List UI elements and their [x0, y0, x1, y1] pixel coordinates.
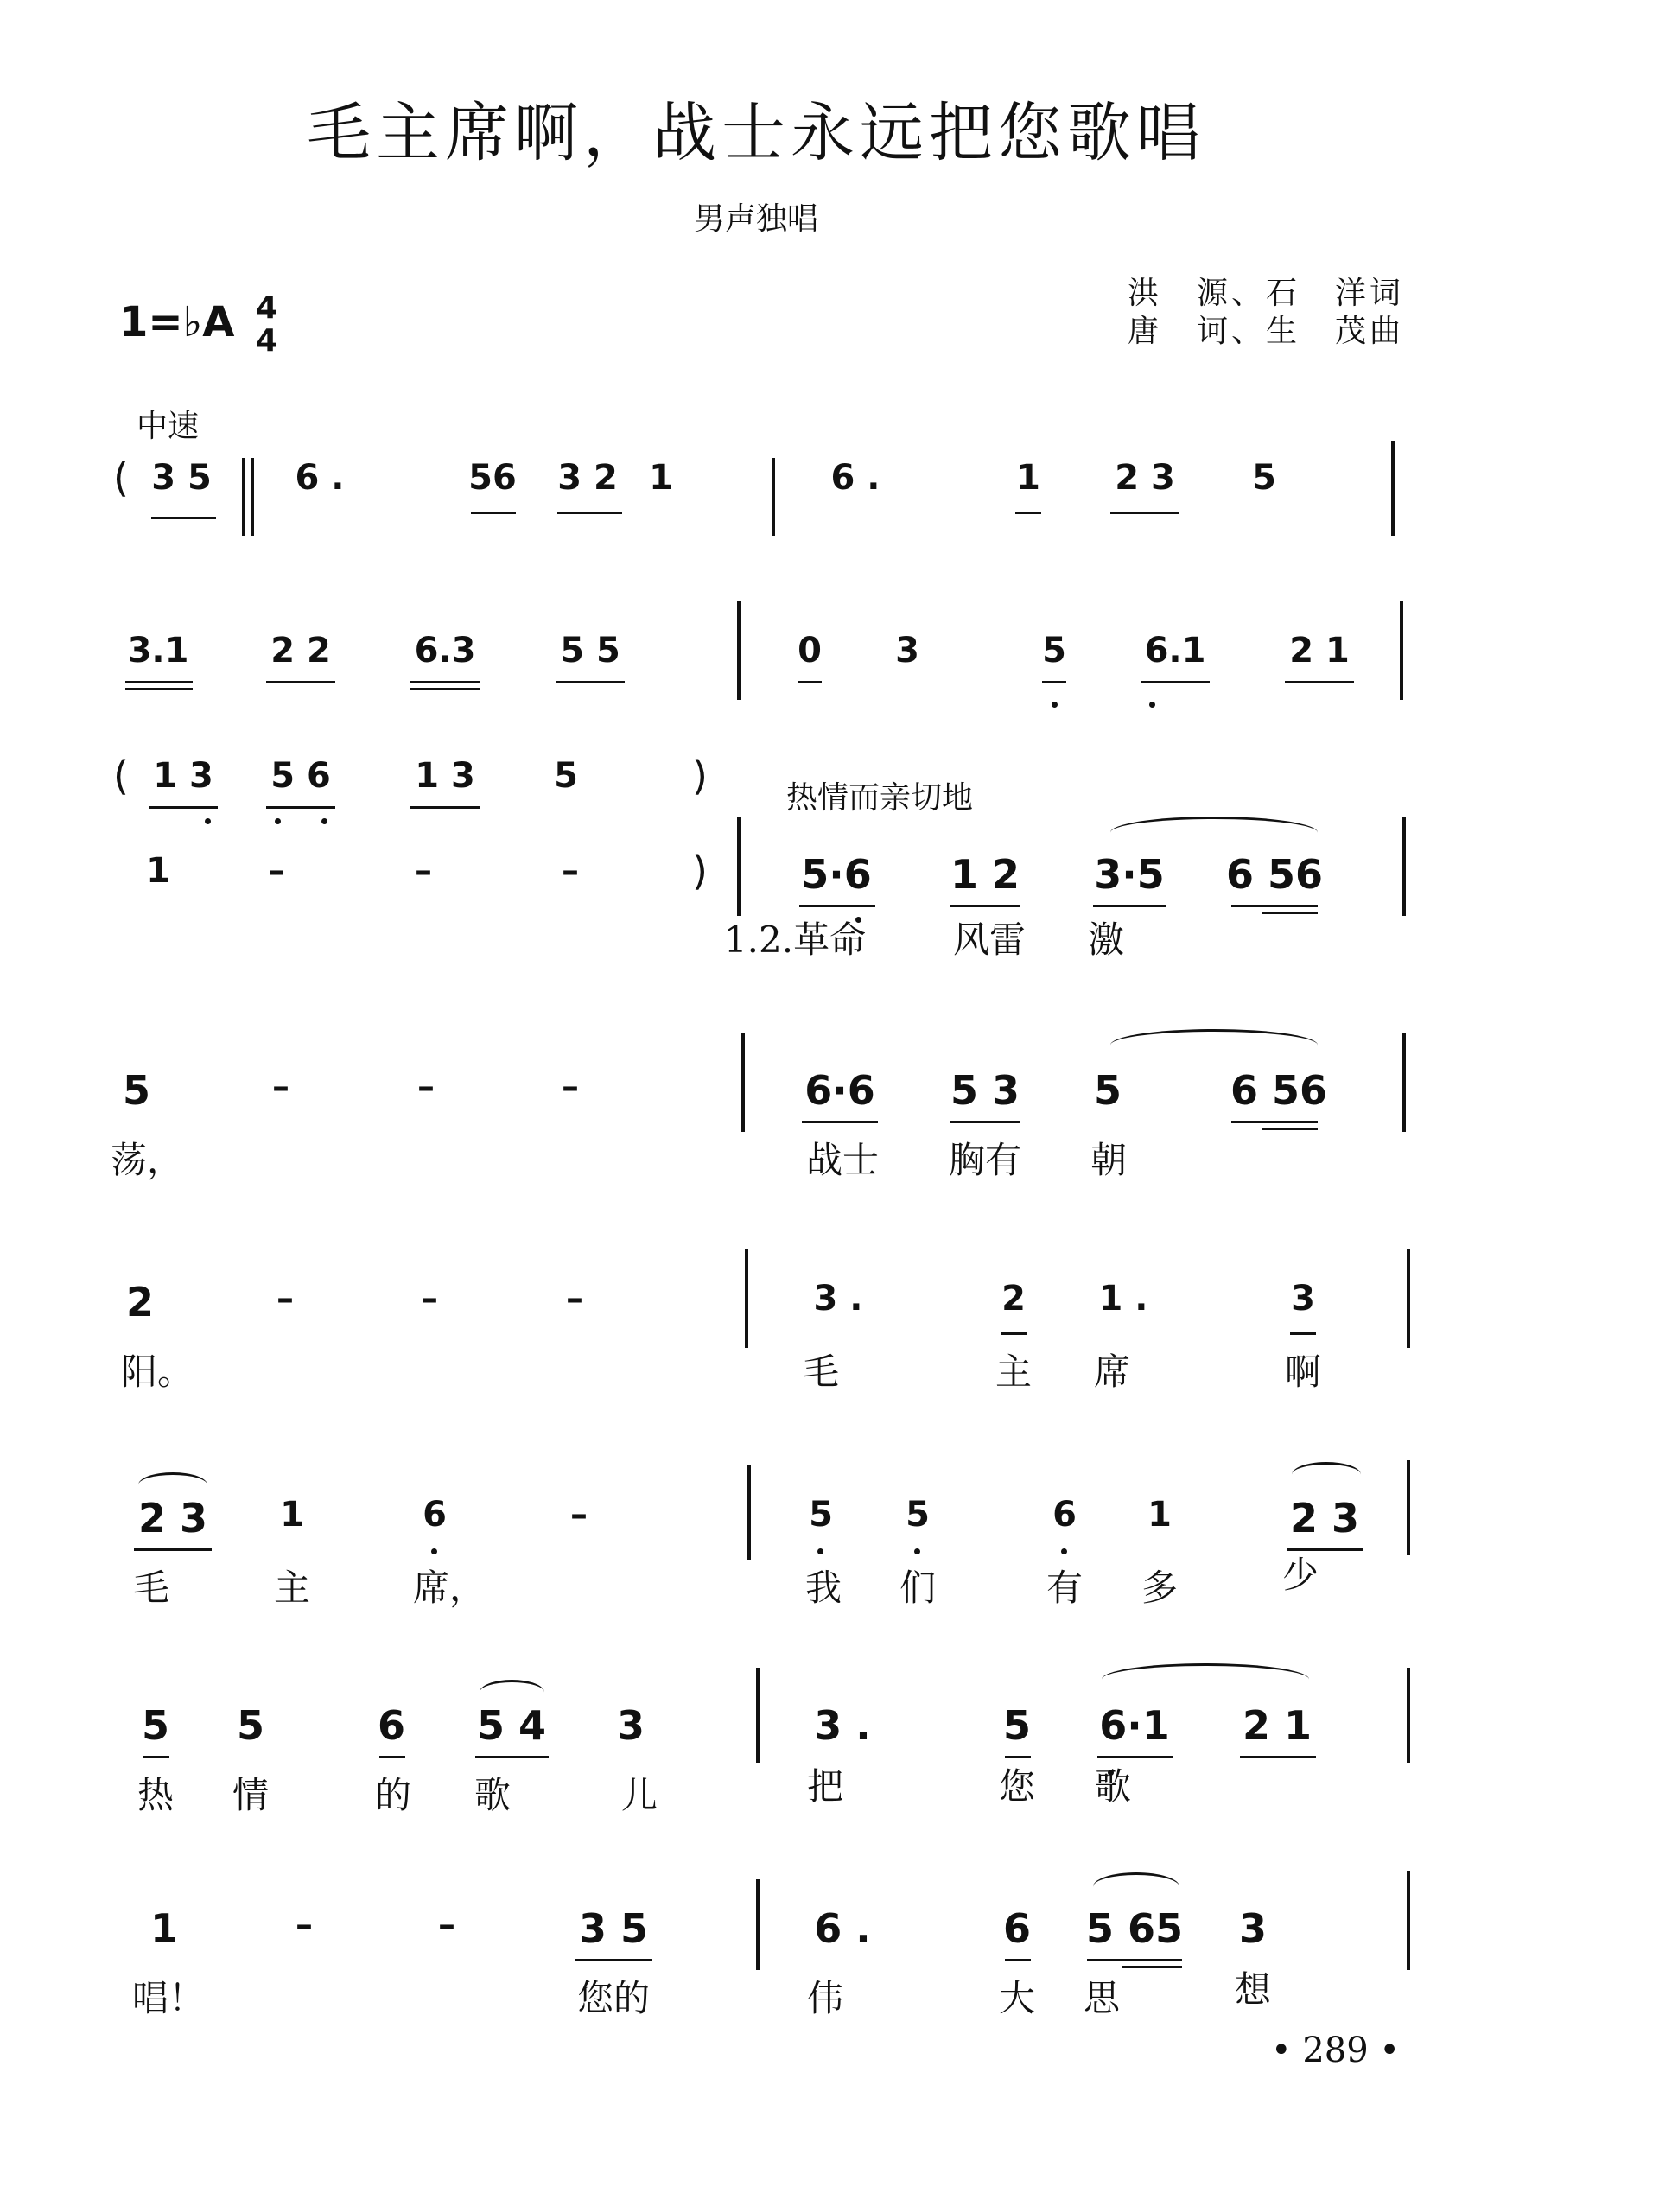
score-row-5 [0, 1067, 1659, 1181]
lyric: 毛 [132, 1567, 170, 1609]
note: 56 [468, 458, 517, 498]
underline [149, 806, 218, 809]
lyric: 情 [232, 1774, 270, 1816]
note: 6·6 [804, 1067, 875, 1114]
time-signature [256, 292, 277, 358]
note: 1 [649, 458, 673, 498]
repeat-bar [251, 458, 254, 536]
note: 3·5 [1094, 851, 1165, 898]
note: 5 [236, 1702, 265, 1749]
underline [950, 905, 1020, 907]
underline [1093, 905, 1166, 907]
lyric: 席， [412, 1567, 486, 1609]
lyric: 唱！ [131, 1977, 206, 2019]
note: 5 3 [950, 1067, 1020, 1114]
note: 3 [1238, 1905, 1268, 1952]
score-row-8 [0, 1702, 1659, 1816]
note: – [562, 851, 579, 891]
octave-dot [914, 1548, 920, 1554]
octave-dot [275, 818, 281, 824]
note: – [570, 1495, 588, 1535]
underline [266, 681, 335, 683]
note: 5 [141, 1702, 170, 1749]
lyric: 有 [1046, 1567, 1084, 1609]
note: 3 [616, 1702, 645, 1749]
time-bottom: 4 [256, 323, 278, 359]
underline [557, 512, 622, 514]
lyric: 主 [995, 1351, 1033, 1393]
note: 5 [906, 1495, 930, 1535]
underline [410, 806, 480, 809]
octave-dot [321, 818, 327, 824]
underline [1042, 681, 1066, 683]
note: 5 [1042, 631, 1066, 671]
credits [1128, 275, 1404, 351]
note: 3 5 [151, 458, 212, 498]
barline [1391, 441, 1395, 536]
barline [1407, 1249, 1410, 1348]
lyric: 战士 [805, 1139, 880, 1181]
octave-dot [205, 818, 211, 824]
note: 1 [280, 1495, 304, 1535]
note: 6 . [814, 1905, 871, 1952]
note: ) [692, 848, 708, 894]
note: 6 [1002, 1905, 1032, 1952]
slur [1292, 1462, 1361, 1487]
note: 2 3 [1289, 1495, 1360, 1541]
note: 2 [1001, 1279, 1026, 1319]
lyric: 啊 [1284, 1351, 1322, 1393]
slur [1110, 817, 1318, 849]
lyric: 的 [374, 1774, 412, 1816]
underline [475, 1756, 549, 1758]
underline [799, 905, 875, 907]
barline [741, 1033, 745, 1132]
underline [1290, 1332, 1316, 1335]
note: 5 4 [476, 1702, 547, 1749]
note: 6.1 [1144, 631, 1206, 671]
underline [1005, 1959, 1031, 1961]
underline [1110, 512, 1179, 514]
underline [556, 681, 625, 683]
underline [802, 1121, 878, 1123]
note: 6 . [830, 458, 880, 498]
score-row-7 [0, 1495, 1659, 1609]
credit-lyricist: 洪 源、石 洋词 [1128, 276, 1405, 311]
barline [1400, 601, 1403, 700]
underline [1231, 905, 1318, 907]
song-subtitle: 男声独唱 [693, 201, 818, 237]
note: 1 [1016, 458, 1040, 498]
note: 6 56 [1230, 1067, 1328, 1114]
key-label: 1=♭A [119, 298, 235, 346]
lyric: 主 [273, 1567, 311, 1609]
note: – [272, 1067, 289, 1107]
underline [410, 681, 480, 683]
lyric: 思 [1083, 1977, 1121, 2019]
note: ( [113, 454, 129, 501]
expression-mark: 热情而亲切地 [786, 780, 974, 816]
note: – [417, 1067, 435, 1107]
note: 6 [1052, 1495, 1077, 1535]
note: – [276, 1279, 294, 1319]
underline [410, 688, 480, 690]
time-top: 4 [256, 290, 278, 326]
underline [143, 1756, 169, 1758]
lyric: 歌 [474, 1774, 512, 1816]
note: 6 [377, 1702, 406, 1749]
page-number: • 289 • [1271, 2031, 1400, 2070]
barline [1407, 1460, 1410, 1555]
score-row-6 [0, 1279, 1659, 1393]
underline [266, 806, 335, 809]
note: 3.1 [127, 631, 189, 671]
underline [1240, 1756, 1316, 1758]
note: 6 . [295, 458, 345, 498]
note: 3 2 [557, 458, 618, 498]
note: 2 [125, 1279, 155, 1325]
underline [379, 1756, 405, 1758]
note: 5 [1093, 1067, 1122, 1114]
octave-dot [1052, 702, 1058, 708]
underline [1015, 512, 1041, 514]
score-row-2 [0, 631, 1659, 734]
lyric: 歌 [1094, 1765, 1132, 1808]
slur [480, 1680, 544, 1705]
note: 5 [1252, 458, 1276, 498]
score-row-9 [0, 1905, 1659, 2019]
note: 1 3 [415, 756, 475, 796]
note: 5 6 [270, 756, 331, 796]
note: 3 [895, 631, 919, 671]
underline [1262, 1128, 1318, 1130]
score-row-4 [0, 848, 1659, 961]
underline [1231, 1121, 1318, 1123]
lyric: 阳。 [120, 1351, 194, 1393]
barline [1407, 1871, 1410, 1970]
note: 2 3 [1115, 458, 1175, 498]
note: 2 1 [1242, 1702, 1313, 1749]
barline [1402, 817, 1406, 916]
note: 5 5 [560, 631, 620, 671]
slur [1110, 1029, 1318, 1061]
note: ( [113, 753, 129, 799]
note: 1 . [1098, 1279, 1148, 1319]
octave-dot [1149, 702, 1155, 708]
note: 5 [809, 1495, 833, 1535]
underline [1262, 912, 1318, 914]
lyric: 荡， [110, 1139, 184, 1181]
note: 5 [554, 756, 578, 796]
barline [772, 458, 775, 536]
note: 1 2 [950, 851, 1020, 898]
underline [1141, 681, 1210, 683]
note: 3 5 [578, 1905, 649, 1952]
lyric: 热 [137, 1774, 175, 1816]
underline [1087, 1959, 1182, 1961]
note: – [268, 851, 285, 891]
barline [1407, 1668, 1410, 1763]
note: 5·6 [801, 851, 872, 898]
underline [950, 1121, 1020, 1123]
underline [471, 512, 516, 514]
lyric: 把 [806, 1765, 844, 1808]
underline [1285, 681, 1354, 683]
note: 3 . [814, 1702, 871, 1749]
lyric: 激 [1087, 918, 1125, 961]
octave-dot [817, 1548, 823, 1554]
note: 6.3 [414, 631, 476, 671]
note: 5 [122, 1067, 151, 1114]
note: – [562, 1067, 579, 1107]
lyric: 朝 [1090, 1139, 1128, 1181]
song-title: 毛主席啊，战士永远把您歌唱 [307, 96, 1205, 170]
lyric: 少 [1281, 1554, 1319, 1596]
note: 1 [149, 1905, 179, 1952]
underline [125, 688, 193, 690]
tempo-mark: 中速 [137, 409, 200, 444]
note: 6·1 [1099, 1702, 1170, 1749]
lyric: 毛 [802, 1351, 840, 1393]
score-row-3 [0, 753, 1659, 860]
note: 6 56 [1225, 851, 1324, 898]
note: 2 3 [137, 1495, 208, 1541]
note: 1 3 [153, 756, 213, 796]
barline [756, 1668, 760, 1763]
note: 1 [1147, 1495, 1172, 1535]
underline [125, 681, 193, 683]
repeat-bar [242, 458, 245, 536]
note: 1 [146, 851, 170, 891]
lyric: 1.2.革命 [723, 918, 867, 961]
lyric: 们 [899, 1567, 937, 1609]
lyric: 儿 [620, 1774, 658, 1816]
underline [1001, 1332, 1027, 1335]
note: – [296, 1905, 313, 1945]
note: 2 2 [270, 631, 331, 671]
note: 2 1 [1289, 631, 1350, 671]
octave-dot [431, 1548, 437, 1554]
underline [1122, 1966, 1182, 1968]
slur [1102, 1663, 1309, 1695]
lyric: 胸有 [948, 1139, 1022, 1181]
lyric: 多 [1141, 1567, 1179, 1609]
barline [747, 1465, 751, 1560]
slur [1093, 1872, 1179, 1901]
underline [798, 681, 822, 683]
note: 5 [1002, 1702, 1032, 1749]
score-row-1 [0, 454, 1659, 562]
lyric: 我 [804, 1567, 842, 1609]
note: ) [692, 753, 708, 799]
octave-dot [1061, 1548, 1067, 1554]
note: 0 [798, 631, 822, 671]
barline [737, 817, 741, 916]
note: 3 [1291, 1279, 1315, 1319]
note: – [566, 1279, 583, 1319]
note: 3 . [813, 1279, 863, 1319]
lyric: 大 [998, 1977, 1036, 2019]
note: 6 [423, 1495, 447, 1535]
note: 5 65 [1085, 1905, 1184, 1952]
barline [756, 1879, 760, 1970]
lyric: 想 [1234, 1968, 1272, 2011]
barline [737, 601, 741, 700]
key-signature [119, 292, 277, 358]
lyric: 您 [998, 1765, 1036, 1808]
note: – [415, 851, 432, 891]
note: – [421, 1279, 438, 1319]
lyric: 席 [1093, 1351, 1131, 1393]
lyric: 伟 [806, 1977, 844, 2019]
underline [134, 1548, 212, 1551]
lyric: 您的 [576, 1977, 651, 2019]
underline [151, 517, 216, 519]
credit-composer: 唐 诃、生 茂曲 [1128, 314, 1405, 349]
lyric: 风雷 [952, 918, 1027, 961]
slur [138, 1472, 207, 1497]
underline [575, 1959, 652, 1961]
note: – [438, 1905, 455, 1945]
barline [1402, 1033, 1406, 1132]
barline [745, 1249, 748, 1348]
